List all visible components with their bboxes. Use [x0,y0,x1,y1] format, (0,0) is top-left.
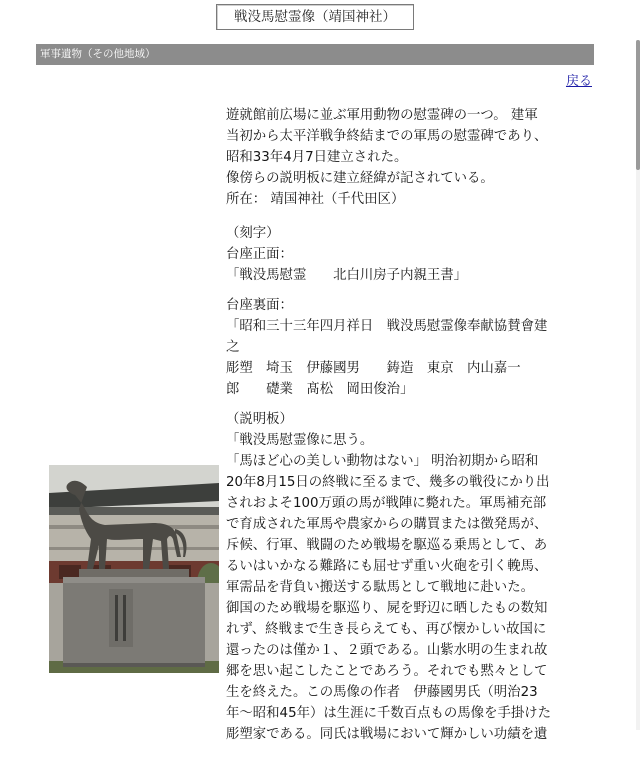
explanation-line: れず、終戦まで生き長らえても、再び懐かしい故国に [226,622,547,637]
category-bar: 軍事遺物（その他地域） [36,44,594,65]
intro-line: 像傍らの説明板に建立経緯が記されている。 [226,171,494,186]
scrollbar-thumb[interactable] [636,40,640,170]
horse-statue-photo [49,465,219,673]
explanation-line: 郷を思い起こしたことであろう。それでも黙々として [226,664,548,679]
pedestal-back-line: 彫塑 埼玉 伊藤國男 鋳造 東京 内山嘉一 [226,361,521,376]
explanation-line: 御国のため戦場を駆巡り、屍を野辺に晒したもの数知 [226,601,548,616]
pedestal-back-line: 「昭和三十三年四月祥日 戦没馬慰霊像奉献協賛會建 [226,319,548,334]
explanation-line: 還ったのは僅か１、２頭である。山紫水明の生まれ故 [226,643,548,658]
explanation-line: 軍需品を背負い搬送する駄馬として戦地に赴いた。 [226,580,534,595]
explanation-line: されおよそ100万頭の馬が戦陣に斃れた。軍馬補充部 [226,496,547,511]
inscription-heading: （刻字） [226,226,280,241]
intro-line: 昭和33年4月7日建立された。 [226,150,408,165]
article-body [226,105,590,745]
intro-line: 当初から太平洋戦争終結までの軍馬の慰霊碑であり、 [226,129,548,144]
explanation-line: 「戦没馬慰霊像に思う。 [226,433,374,448]
back-link[interactable]: 戻る [565,74,592,89]
explanation-heading: （説明板） [226,412,293,427]
explanation-block [226,409,590,745]
bottom-fade [0,742,640,764]
location-line: 所在： 靖国神社（千代田区） [226,192,405,207]
pedestal-back-label: 台座裏面： [226,298,293,313]
pedestal-back-line: 之 [226,340,240,355]
explanation-line: 生を終えた。この馬像の作者 伊藤國男氏（明治23 [226,685,538,700]
explanation-line: で育成された軍馬や農家からの購買または徴発馬が、 [226,517,548,532]
intro-block [226,105,590,210]
pedestal-front-label: 台座正面： [226,247,293,262]
page-title: 戦没馬慰霊像（靖国神社） [216,4,414,30]
explanation-line: るいはいかなる難路にも屈せず重い火砲を引く輓馬、 [226,559,548,574]
explanation-line: 斥候、行軍、戦闘のため戦場を駆巡る乗馬として、あ [226,538,548,553]
explanation-line: 「馬ほど心の美しい動物はない」 明治初期から昭和 [226,454,539,469]
explanation-line: 彫塑家である。同氏は戦場において輝かしい功績を遺 [226,727,548,742]
explanation-line: 年～昭和45年）は生涯に千数百点もの馬像を手掛けた [226,706,552,721]
explanation-line: 20年8月15日の終戦に至るまで、幾多の戦役にかり出 [226,475,550,490]
pedestal-front-text: 「戦没馬慰霊 北白川房子内親王書」 [226,268,468,283]
inscription-block [226,223,590,400]
intro-line: 遊就館前広場に並ぶ軍用動物の慰霊碑の一つ。 建軍 [226,108,538,123]
pedestal-back-line: 郎 礎業 髙松 岡田俊治」 [226,382,414,397]
